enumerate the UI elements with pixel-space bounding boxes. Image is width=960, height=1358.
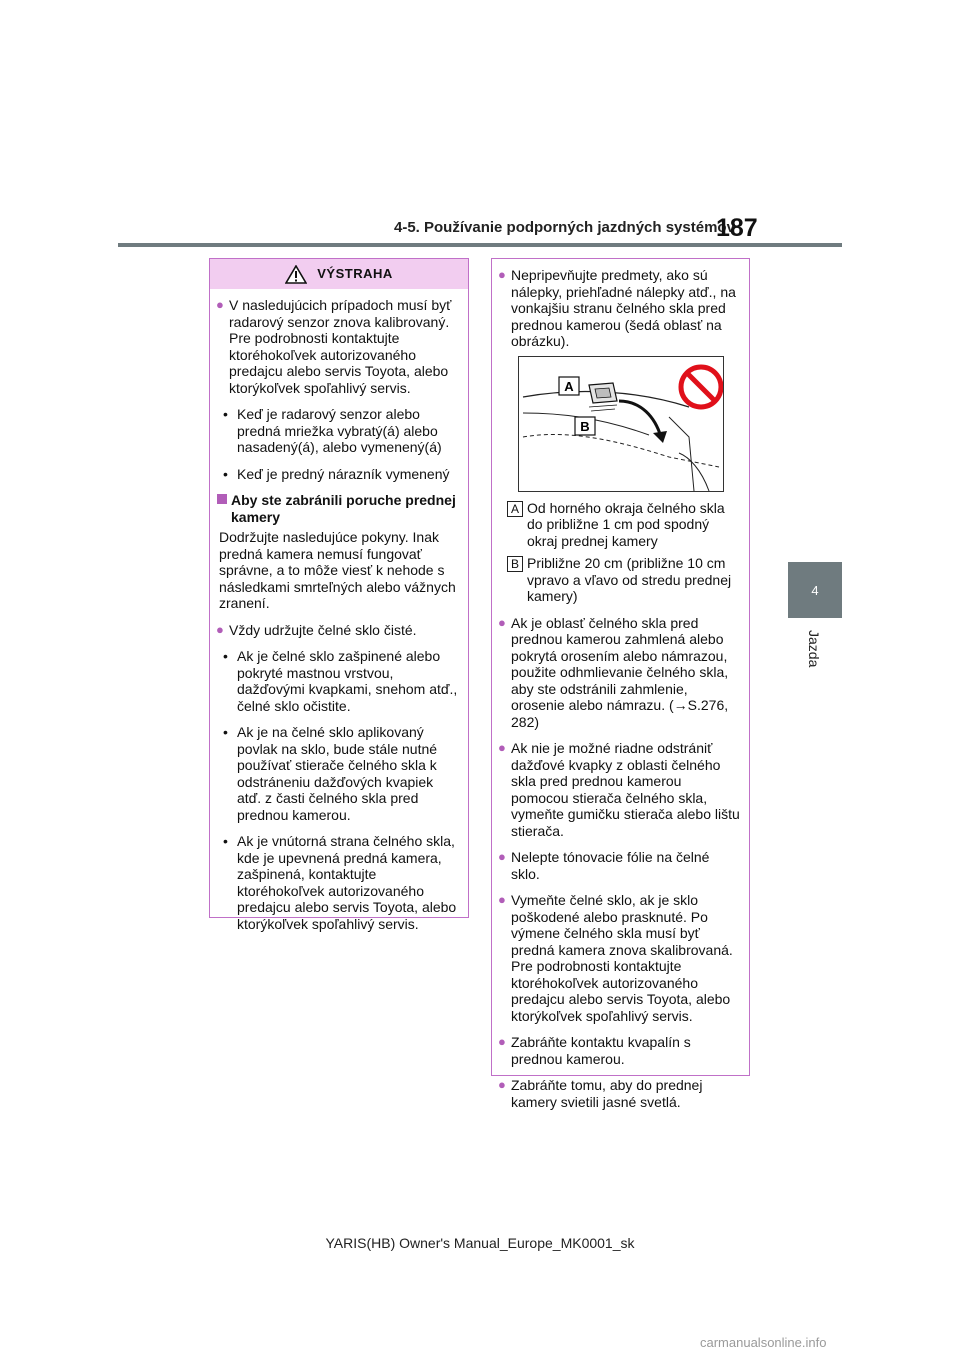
list-item xyxy=(498,849,741,882)
subitem-text: Ak je vnútorná strana čelného skla, kde je upevnená predná kamera, zašpinená, kontaktujte ktoréhokoľvek autorizovaného predajcu alebo servis Toyota, alebo ktorýkoľvek spoľahlivý servis. xyxy=(237,833,457,932)
legend-row-b xyxy=(501,555,741,605)
item-text: Zabráňte tomu, aby do prednej kamery svietili jasné svetlá. xyxy=(511,1077,703,1110)
warning-intro: V nasledujúcich prípadoch musí byť radarový senzor znova kalibrovaný. Pre podrobnosti kontaktujte ktoréhokoľvek autorizovaného predajcu alebo servis Toyota, alebo ktorýkoľvek spoľahlivý servis. xyxy=(229,297,452,396)
header-rule xyxy=(118,243,842,247)
list-item xyxy=(219,406,460,456)
bullet-dot-icon: ● xyxy=(498,849,506,864)
footer-text: YARIS(HB) Owner's Manual_Europe_MK0001_sk xyxy=(325,1235,635,1251)
square-bullet-icon xyxy=(217,494,227,504)
subitem-text: Ak je čelné sklo zašpinené alebo pokryté mastnou vrstvou, dažďovými kvapkami, snehom atď., čelné sklo očistite. xyxy=(237,648,458,714)
legend-key-b: B xyxy=(507,556,523,572)
bullet-icon: • xyxy=(223,465,228,482)
case-text: Keď je predný nárazník vymenený xyxy=(237,465,450,482)
windshield-illustration xyxy=(519,357,723,491)
bullet-dot-icon: ● xyxy=(498,740,506,755)
chapter-tab[interactable] xyxy=(788,562,842,618)
case-text: Keď je radarový senzor alebo predná mriežka vybratý(á) alebo nasadený(á), alebo vymenený(á) xyxy=(237,406,442,455)
bullet-dot-icon: ● xyxy=(216,297,224,312)
warning-box-left xyxy=(209,258,469,932)
list-item xyxy=(219,833,460,932)
warning-heading: VÝSTRAHA xyxy=(317,265,393,281)
watermark[interactable]: carmanualsonline.info xyxy=(700,1335,827,1350)
legend-text: Približne 20 cm (približne 10 cm vpravo a vľavo od stredu prednej kamery) xyxy=(527,555,732,604)
section-intro: Dodržujte nasledujúce pokyny. Inak predná kamera nemusí fungovať správne, a to môže viesť k nehode s následkami smrteľných alebo vážnych zranení. xyxy=(219,529,456,611)
section-heading xyxy=(219,492,460,525)
item-text: Ak je oblasť čelného skla pred prednou kamerou zahmlená alebo pokrytá orosením alebo námrazou, použite odhmlievanie čelného skla, aby ste odstránili zahmlenie, orosenie alebo námrazu. (→S.276, 282) xyxy=(511,614,729,730)
list-item xyxy=(219,648,460,714)
item-text: Vymeňte čelné sklo, ak je sklo poškodené alebo prasknuté. Po výmene čelného skla musí byť predná kamera znova skalibrovaná. Pre podrobnosti kontaktujte ktoréhokoľvek autorizovaného predajcu alebo servis Toyota, alebo ktorýkoľvek spoľahlivý servis. xyxy=(511,892,733,1024)
warning-header xyxy=(210,259,468,289)
bullet-dot-icon: ● xyxy=(498,267,506,282)
list-item xyxy=(498,1034,741,1067)
list-item xyxy=(216,621,460,639)
item-text: Nelepte tónovacie fólie na čelné sklo. xyxy=(511,849,710,882)
bullet-icon: • xyxy=(223,648,228,664)
item-text: Zabráňte kontaktu kvapalín s prednou kamerou. xyxy=(511,1034,691,1067)
item-text: Ak nie je možné riadne odstrániť dažďové kvapky z oblasti čelného skla pred prednou kamerou pomocou stierača čelného skla, vymeňte gumičku stierača alebo lištu stierača. xyxy=(511,740,740,839)
bullet-icon: • xyxy=(223,406,228,422)
warning-triangle-icon xyxy=(285,265,307,284)
section-title: 4-5. Používanie podporných jazdných systémov xyxy=(394,219,735,236)
figure-label-a: A xyxy=(564,378,574,394)
item-text: Nepripevňujte predmety, ako sú nálepky, priehľadné nálepky atď., na vonkajšiu stranu čelného skla pred prednou kamerou (šedá oblasť na obrázku). xyxy=(511,267,736,349)
prohibition-icon xyxy=(681,367,721,407)
list-item xyxy=(498,1077,741,1110)
warning-box-right xyxy=(491,258,750,1110)
chapter-label: Jazda xyxy=(806,630,822,668)
bullet-dot-icon: ● xyxy=(216,621,224,637)
list-item xyxy=(498,740,741,839)
item-text: Vždy udržujte čelné sklo čisté. xyxy=(229,621,417,638)
legend-text: Od horného okraja čelného skla do približne 1 cm pod spodný okraj prednej kamery xyxy=(527,499,725,549)
list-item xyxy=(498,267,741,350)
bullet-dot-icon: ● xyxy=(498,892,506,907)
bullet-dot-icon: ● xyxy=(498,1077,506,1092)
figure-label-b: B xyxy=(580,418,590,434)
bullet-icon: • xyxy=(223,724,228,740)
camera-area-figure xyxy=(518,356,724,492)
page-number: 187 xyxy=(716,214,758,242)
list-item xyxy=(498,614,741,731)
list-item xyxy=(498,892,741,1024)
bullet-dot-icon: ● xyxy=(498,1034,506,1049)
chapter-number: 4 xyxy=(811,582,819,598)
list-item xyxy=(219,724,460,823)
legend-row-a xyxy=(501,500,741,550)
legend-key-a: A xyxy=(507,501,523,517)
bullet-icon: • xyxy=(223,833,228,849)
subitem-text: Ak je na čelné sklo aplikovaný povlak na sklo, bude stále nutné používať stierače čelného skla k odstráneniu dažďových kvapiek atď. z časti čelného skla pred prednou kamerou. xyxy=(237,724,438,823)
list-item xyxy=(219,466,460,483)
bullet-dot-icon: ● xyxy=(498,614,506,630)
section-heading-text: Aby ste zabránili poruche prednej kamery xyxy=(231,492,456,525)
list-item xyxy=(216,297,460,396)
